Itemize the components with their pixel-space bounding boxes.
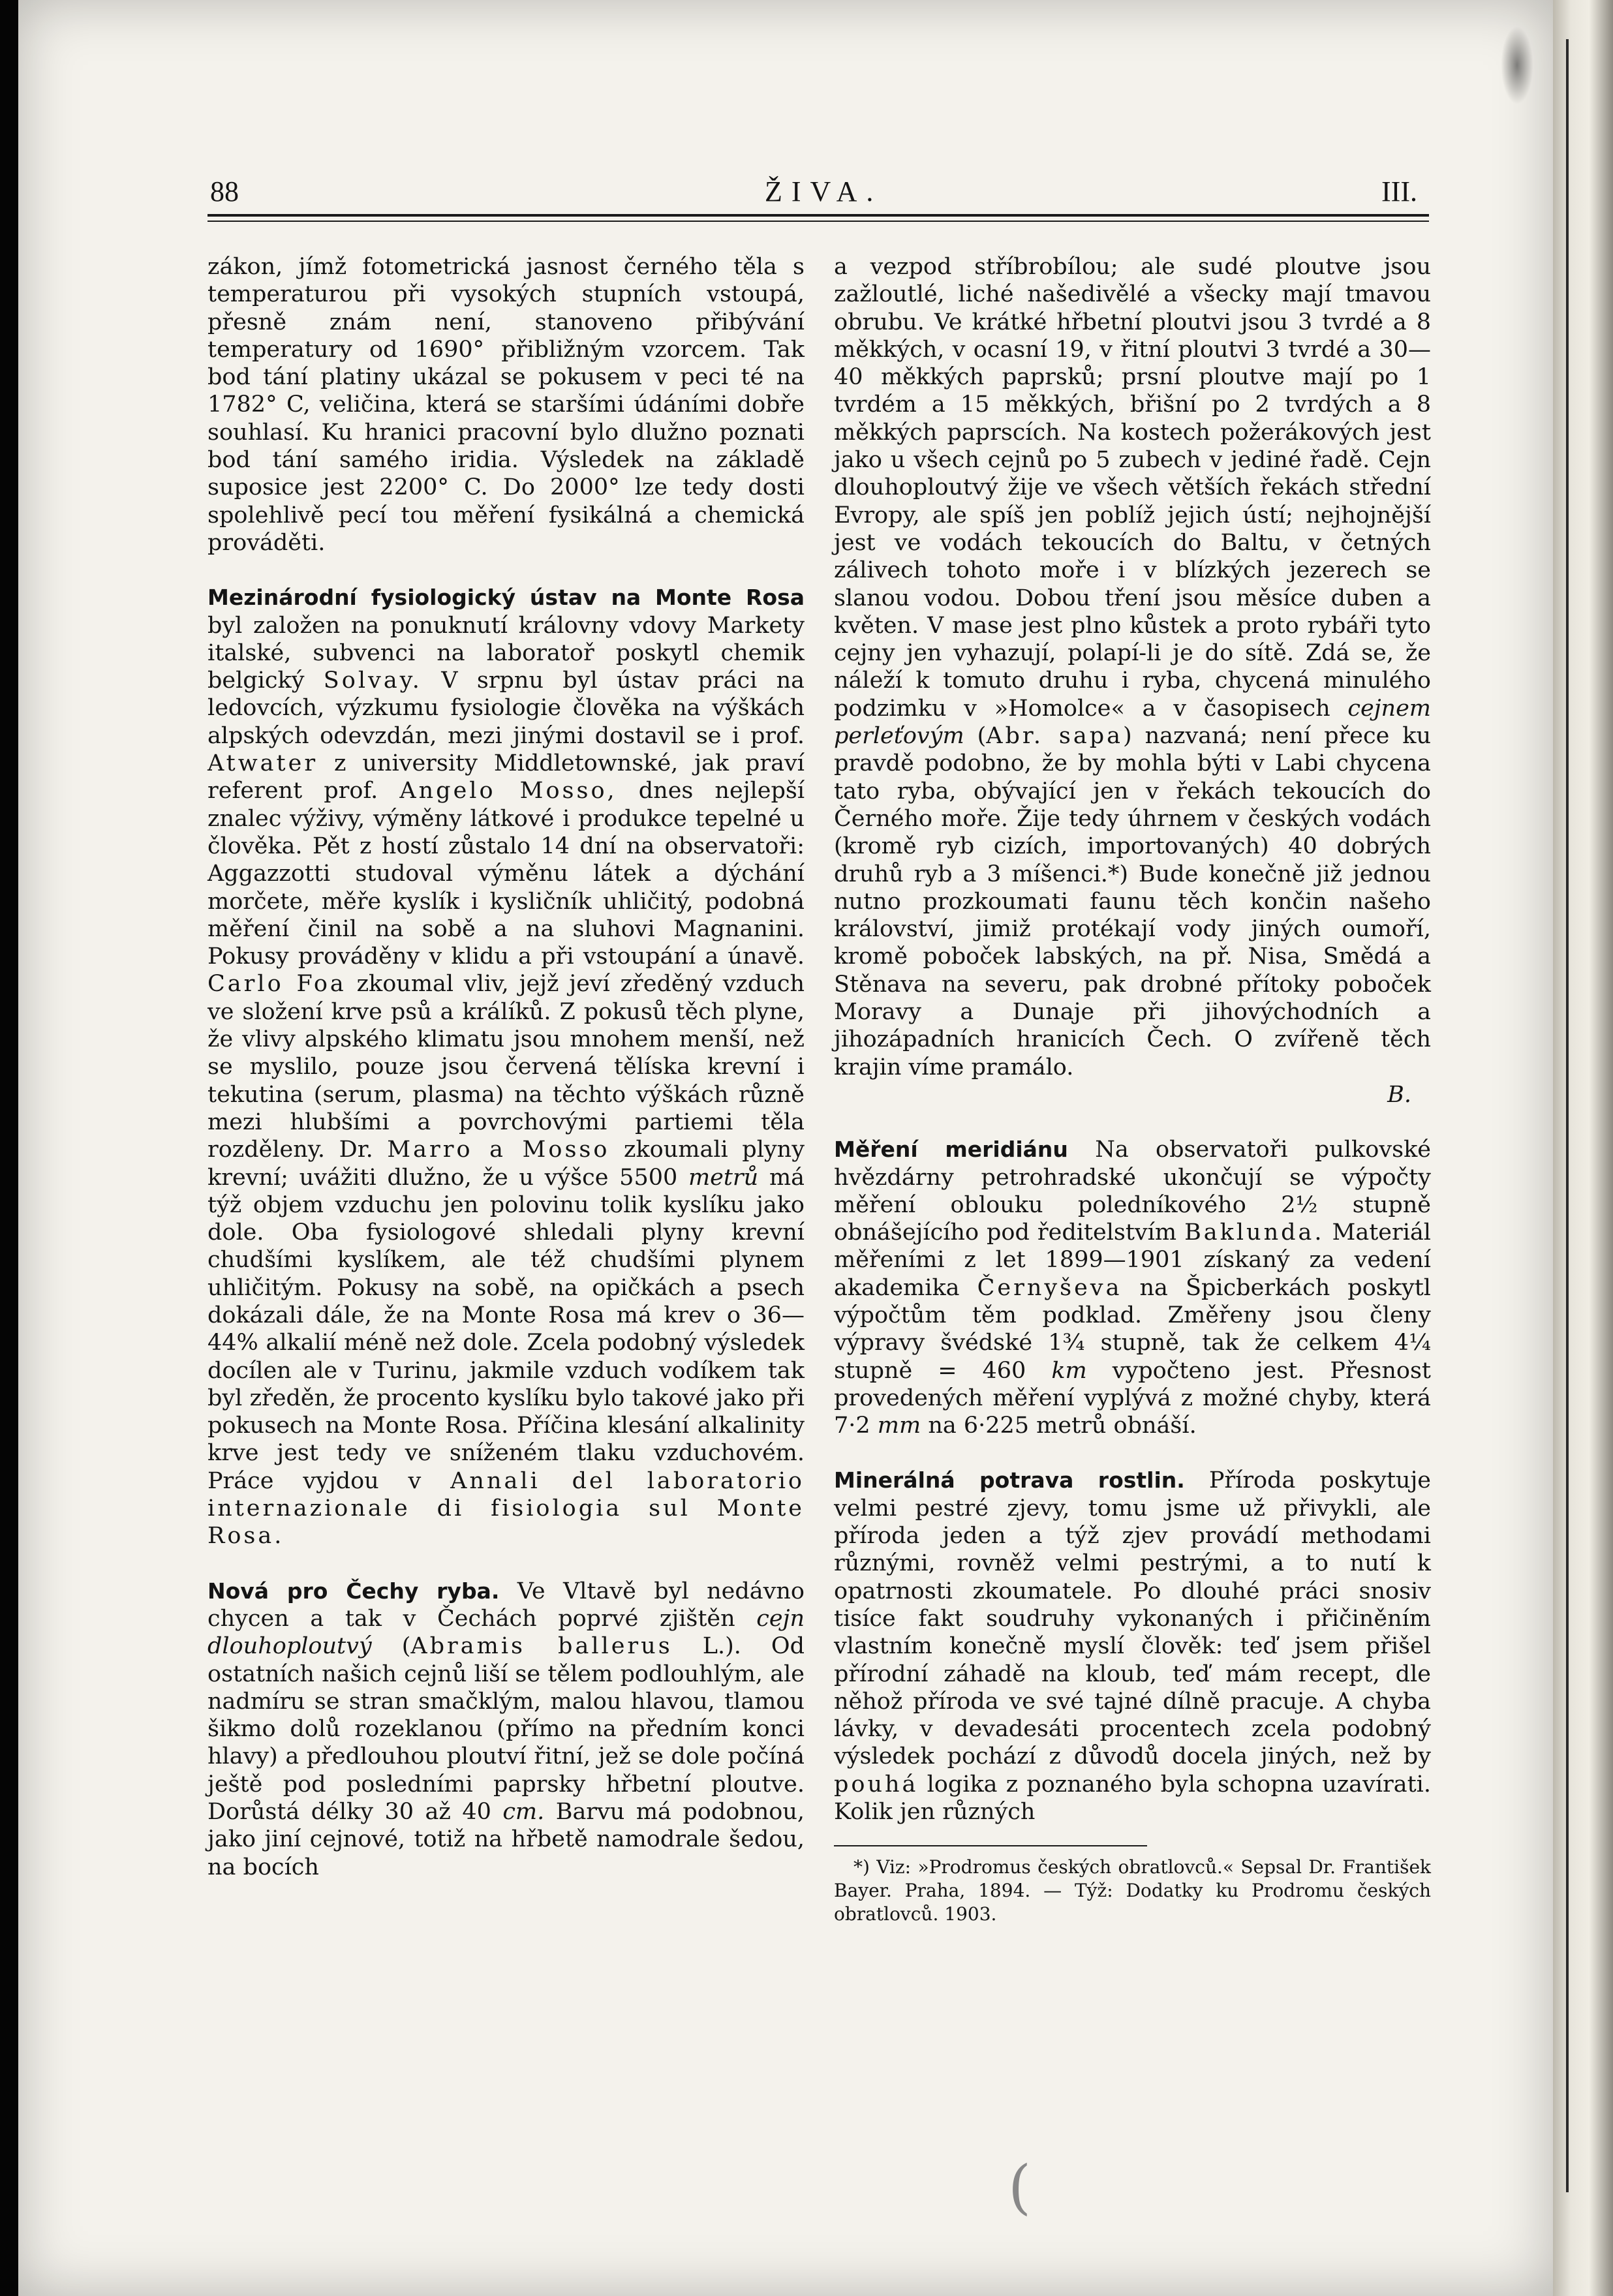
book-spine [1553,0,1613,2296]
volume-number: III. [1381,176,1417,207]
name-cejn-perletovy: cejnem perleťovým [834,695,1431,750]
left-column [207,253,805,1881]
meridian-article: Měření meridiánu Na observatoři pulkovské hvězdárny petrohradské ukončují se výpočty měření oblouku poledníkového 2½ stupně obnášejícího pod ředitelstvím Baklunda. Materiál měřeními z let 1899—1901 získaný za vedení akademika Černyševa na Špicberkách poskytl výpočtům těm podklad. Změřeny jsou členy výpravy švédské 1¾ stupně, tak že celkem 4¼ stupně = 460 km vypočteno jest. Přesnost provedených měření vyplývá z možné chyby, která 7·2 mm na 6·225 metrů obnáší. [834,1137,1432,1439]
name-mosso: Angelo Mosso, [399,778,617,804]
page-header [210,175,1417,214]
spine-edge-line [1566,39,1569,2192]
author-signature: B. [1387,1081,1411,1108]
monte-rosa-heading: Mezinárodní fysiologický ústav na Monte Rosa [207,585,805,611]
name-baklund: Baklunda. [1184,1219,1325,1246]
journal-title: ŽIVA. [765,176,883,207]
right-column [834,253,1431,1926]
footnote: *) Viz: »Prodromus českých obratlovců.« Sepsal Dr. František Bayer. Praha, 1894. — Týž: Dodatky ku Prodromu českých obratlovců. 1903. [834,1856,1431,1925]
monte-rosa-article: Mezinárodní fysiologický ústav na Monte Rosa byl založen na ponuknutí královny vdovy Markety italské, subvenci na laboratoř poskytl chemik belgický Solvay. V srpnu byl ústav práci na ledovcích, výzkumu fysiologie člověka na výškách alpských odevzdán, mezi jinými dostavil se i prof. Atwater z university Middletownské, jak praví referent prof. Angelo Mosso, dnes nejlepší znalec výživy, výměny látkové i produkce tepelné u člověka. Pět z hostí zůstalo 14 dní na observatoři: Aggazzotti studoval výměnu látek a dýchání morčete, měře kyslík i kysličník uhličitý, podobná měření činil na sobě a na sluhovi Magnanini. Pokusy prováděny v klidu a při vstoupání a únavě. Carlo Foa zkoumal vliv, jejž jeví zředěný vzduch ve složení krve psů a králíků. Z pokusů těch plyne, že vlivy alpského klimatu jsou mnohem menší, než se myslilo, pouze jsou červená tělíska krevní i tekutina (serum, plasma) na těchto výškách různě mezi hlubšími a povrchovými partiemi těla rozděleny. Dr. Marro a Mosso zkoumali plyny krevní; uvážiti dlužno, že u výšce 5500 metrů má týž objem vzduchu jen polovinu tolik kyslíku jako dole. Oba fysiologové shledali plyny krevní chudšími kyslíkem, ale též chudšími plynem uhličitým. Pokusy na sobě, na opičkách a psech dokázali dále, že na Monte Rosa má krev o 36—44% alkalií méně než dole. Zcela podobný výsledek docílen ale v Turinu, jakmile vzduch vodíkem tak byl zředěn, že procento kyslíku bylo takové jako při pokusech na Monte Rosa. Příčina klesání alkalinity krve jest tedy ve sníženém tlaku vzduchovém. Práce vyjdou v Annali del laboratorio internazionale di fisiologia sul Monte Rosa. [207,585,805,1550]
header-rule-thick [207,214,1429,217]
name-abramis-ballerus: Abramis ballerus [410,1633,673,1660]
page-number: 88 [210,176,239,207]
meridian-heading: Měření meridiánu [834,1137,1068,1163]
name-atwater: Atwater [207,750,318,777]
footnote-rule [834,1845,1147,1846]
mineral-nutrition-heading: Minerálná potrava rostlin. [834,1467,1185,1493]
fish-continuation: a vezpod stříbrobílou; ale sudé ploutve jsou zažloutlé, liché našedivělé a všecky mají tmavou obrubu. Ve krátké hřbetní ploutvi jsou 3 tvrdé a 8 měkkých, v ocasní 19, v řitní ploutvi 3 tvrdé a 30—40 měkkých paprsků; prsní ploutve mají po 1 tvrdém a 15 měkkých, břišní po 2 tvrdých a 8 měkkých paprscích. Na kostech požerákových jest jako u všech cejnů po 5 zubech v jediné řadě. Cejn dlouhoploutvý žije ve všech větších řekách střední Evropy, ale spíš jen poblíž jejich ústí; nejhojnější jest ve vodách tekoucích do Baltu, v četných zálivech tohoto moře i v blízkých jezerech se slanou vodou. Dobou tření jsou měsíce duben a květen. V mase jest plno kůstek a proto rybáři tyto cejny jen vyhazují, polapí-li je do sítě. Zdá se, že náleží k tomuto druhu i ryba, chycená minulého podzimku v »Homolce« a v časopisech cejnem perleťovým (Abr. sapa) nazvaná; není přece ku pravdě podobno, že by mohla býti v Labi chycena tato ryba, obývající jen v řekách tekoucích do Černého moře. Žije tedy úhrnem v českých vodách (kromě ryb cizích, importovaných) 40 dobrých druhů ryb a 3 míšenci.*) Bude konečně již jednou nutno prozkoumati faunu těch končin našeho království, jimiž protékají vody jiných oumoří, kromě poboček labských, na př. Nisa, Smědá a Stěnava na severu, pak drobné přítoky poboček Moravy a Dunaje při jihovýchodních a jihozápadních hranicích Čech. O zvířeně těch krajin víme pramálo. B. [834,254,1432,1108]
annali-title: Annali del laboratorio internazionale di fisiologia sul Monte Rosa. [207,1467,805,1550]
new-fish-article: Nová pro Čechy ryba. Ve Vltavě byl nedávno chycen a tak v Čechách poprvé zjištěn cejn dlouhoploutvý (Abramis ballerus L.). Od ostatních našich cejnů liší se tělem podlouhlým, ale nadmíru se stran smačklým, malou hlavou, tlamou šikmo dolů rozeklanou (přímo na předním konci hlavy) a předlouhou ploutví řitní, jež se dole počíná ještě pod posledními paprsky hřbetní ploutve. Dorůstá délky 30 až 40 cm. Barvu má podobnou, jako jiní cejnové, totiž na hřbetě namodrale šedou, na bocích [207,1578,805,1880]
name-cernysev: Černyševa [977,1274,1122,1301]
name-marro-mosso: Marro a Mosso [387,1137,610,1163]
header-rule-thin [207,221,1429,222]
name-solvay: Solvay. [323,667,422,694]
name-foa: Carlo Foa [207,971,346,998]
mineral-nutrition-article: Minerálná potrava rostlin. Příroda poskytuje velmi pestré zjevy, tomu jsme už přivykli, ale příroda jeden a týž zjev provádí methodami různými, rovněž velmi pestrými, a to nutí k opatrnosti zkoumatele. Po dlouhé práci snosiv tisíce fakt soudruhy vykonaných i přičiněním vlastním konečně myslí člověk: teď jsem přišel přírodní záhadě na kloub, teď mám recept, dle něhož příroda ve své tajné dílně pracuje. A chyba lávky, v devadesáti procentech zcela podobný výsledek pochází z důvodů docela jiných, než by pouhá logika z poznaného byla schopna uzavírati. Kolik jen různých [834,1467,1432,1826]
photometry-paragraph: zákon, jímž fotometrická jasnost černého těla s temperaturou při vysokých stupních vstoupá, přesně znám není, stanoveno přibývání temperatury od 1690° přibližným vzorcem. Tak bod tání platiny ukázal se pokusem v peci té na 1782° C, veličina, která se staršími údáními dobře souhlasí. Ku hranici pracovní bylo dlužno poznati bod tání samého iridia. Výsledek na základě suposice jest 2200° C. Do 2000° lze tedy dosti spolehlivě pecí tou měření fysikálná a chemická prováděti. [207,254,805,556]
scan-smudge [1501,26,1533,104]
name-cejn-dlouhoploutvy: cejn dlouhoploutvý [207,1605,805,1660]
pencil-mark: ( [1008,2153,1032,2222]
new-fish-heading: Nová pro Čechy ryba. [207,1578,500,1604]
